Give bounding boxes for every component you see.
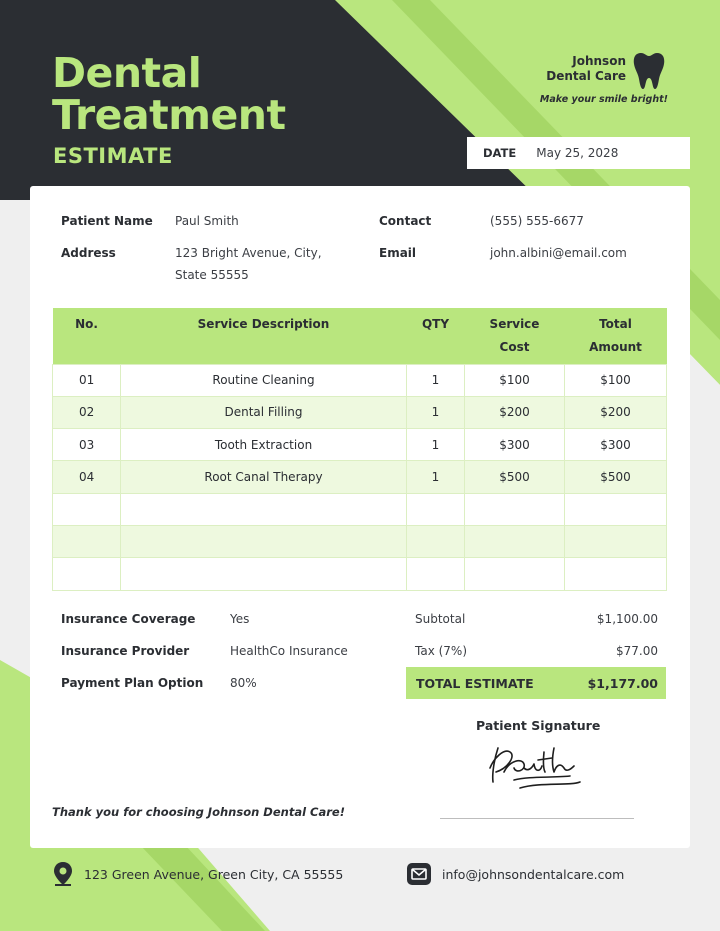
- tax-value: $77.00: [616, 644, 658, 658]
- insurance-provider-value: HealthCo Insurance: [230, 644, 348, 658]
- table-row: [53, 461, 667, 493]
- header-no: No.: [53, 308, 121, 364]
- date-label: DATE: [483, 146, 517, 160]
- location-pin-icon: [52, 861, 74, 887]
- total-estimate-label: TOTAL ESTIMATE: [416, 675, 534, 691]
- insurance-provider-label: Insurance Provider: [61, 644, 190, 658]
- date-box: [467, 137, 690, 169]
- patient-name-value: Paul Smith: [175, 214, 239, 228]
- footer-email: [406, 859, 624, 889]
- row-no: 01: [53, 364, 121, 396]
- row-description: Routine Cleaning: [121, 364, 407, 396]
- brand-tagline: Make your smile bright!: [539, 94, 668, 105]
- tooth-icon: [632, 52, 666, 90]
- subtotal-value: $1,100.00: [596, 612, 658, 626]
- insurance-coverage-value: Yes: [230, 612, 250, 626]
- row-total: $100: [565, 364, 667, 396]
- signature-label: Patient Signature: [476, 718, 601, 733]
- table-row-empty: [53, 558, 667, 590]
- row-cost: $300: [465, 429, 565, 461]
- contact-label: Contact: [379, 214, 432, 228]
- insurance-coverage-label: Insurance Coverage: [61, 612, 196, 626]
- tax-label: Tax (7%): [415, 644, 468, 658]
- total-estimate-value: $1,177.00: [587, 675, 658, 691]
- envelope-icon: [406, 862, 432, 886]
- document-title: [52, 49, 286, 139]
- row-description: Dental Filling: [121, 396, 407, 428]
- table-row-empty: [53, 493, 667, 525]
- table-row: [53, 429, 667, 461]
- contact-value: (555) 555-6677: [490, 214, 584, 228]
- document-subtitle: ESTIMATE: [53, 144, 173, 168]
- patient-name-label: Patient Name: [61, 214, 153, 228]
- table-row: [53, 364, 667, 396]
- services-table: [52, 308, 667, 591]
- row-cost: $100: [465, 364, 565, 396]
- brand-name: [546, 54, 626, 84]
- table-row: [53, 396, 667, 428]
- row-description: Root Canal Therapy: [121, 461, 407, 493]
- header-qty: QTY: [407, 308, 465, 364]
- row-qty: 1: [407, 429, 465, 461]
- row-description: Tooth Extraction: [121, 429, 407, 461]
- title-line-2: Treatment: [52, 91, 286, 139]
- row-total: $200: [565, 396, 667, 428]
- thank-you-note: Thank you for choosing Johnson Dental Care!: [52, 805, 345, 819]
- email-label: Email: [379, 246, 417, 260]
- payment-plan-label: Payment Plan Option: [61, 676, 204, 690]
- header-cost-line-2: Cost: [499, 340, 530, 354]
- row-qty: 1: [407, 461, 465, 493]
- address-label: Address: [61, 246, 116, 260]
- total-estimate-bar: [406, 667, 666, 699]
- footer-address: [52, 859, 343, 889]
- header-service-cost: [465, 308, 565, 364]
- row-total: $500: [565, 461, 667, 493]
- email-value: john.albini@email.com: [490, 246, 627, 260]
- patient-signature-image: [480, 738, 620, 808]
- header-description: Service Description: [121, 308, 407, 364]
- estimate-card: [30, 186, 690, 848]
- signature-line: [440, 818, 634, 819]
- brand-name-line-1: Johnson: [572, 54, 626, 68]
- title-line-1: Dental: [52, 49, 202, 97]
- row-cost: $500: [465, 461, 565, 493]
- address-line-2: State 55555: [175, 268, 249, 282]
- row-no: 04: [53, 461, 121, 493]
- row-total: $300: [565, 429, 667, 461]
- row-qty: 1: [407, 364, 465, 396]
- row-no: 03: [53, 429, 121, 461]
- header-total-line-1: Total: [599, 317, 632, 331]
- footer-email-text[interactable]: info@johnsondentalcare.com: [442, 866, 625, 882]
- row-qty: 1: [407, 396, 465, 428]
- table-header-row: [53, 308, 667, 364]
- address-line-1: 123 Bright Avenue, City,: [175, 246, 322, 260]
- payment-plan-value: 80%: [230, 676, 257, 690]
- header-total-amount: [565, 308, 667, 364]
- subtotal-label: Subtotal: [415, 612, 466, 626]
- header-total-line-2: Amount: [589, 340, 642, 354]
- table-row-empty: [53, 525, 667, 557]
- row-no: 02: [53, 396, 121, 428]
- brand-name-line-2: Dental Care: [546, 69, 626, 83]
- footer-address-text: 123 Green Avenue, Green City, CA 55555: [84, 866, 344, 882]
- address-value: [175, 242, 322, 286]
- date-value: May 25, 2028: [536, 146, 619, 160]
- header-cost-line-1: Service: [489, 317, 540, 331]
- row-cost: $200: [465, 396, 565, 428]
